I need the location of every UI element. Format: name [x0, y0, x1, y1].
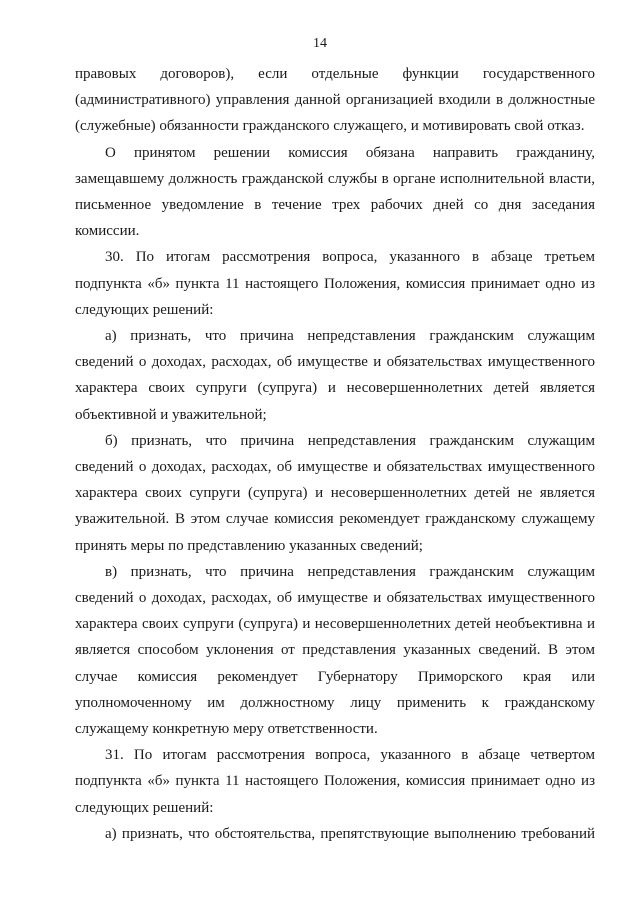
- paragraph-item-30-a: а) признать, что причина непредставления гражданским служащим сведений о доходах, расходах, об имуществе и обязательствах имущественного характера своих супруги (супруга) и несовершеннолетних детей является объективной и уважительной;: [75, 328, 595, 423]
- page-number: 14: [313, 36, 327, 51]
- paragraph-continuation: правовых договоров), если отдельные функции государственного (административного) управления данной организацией входили в должностные (служебные) обязанности гражданского служащего, и мотивировать свой отказ.: [75, 66, 595, 135]
- paragraph-item-31-a: а) признать, что обстоятельства, препятствующие выполнению требований: [105, 825, 595, 842]
- paragraph-item-31: 31. По итогам рассмотрения вопроса, указанного в абзаце четвертом подпункта «б» пункта 11 настоящего Положения, комиссия принимает одно из следующих решений:: [75, 747, 595, 816]
- paragraph-notification: О принятом решении комиссия обязана направить гражданину, замещавшему должность гражданской службы в органе исполнительной власти, письменное уведомление в течение трех рабочих дней со дня заседания комиссии.: [75, 144, 595, 240]
- document-body: [75, 61, 595, 847]
- paragraph-item-30: 30. По итогам рассмотрения вопроса, указанного в абзаце третьем подпункта «б» пункта 11 настоящего Положения, комиссия принимает одно из следующих решений:: [75, 249, 595, 318]
- paragraph-item-30-b: б) признать, что причина непредставления гражданским служащим сведений о доходах, расходах, об имуществе и обязательствах имущественного характера своих супруги (супруга) и несовершеннолетних детей не является уважительной. В этом случае комиссия рекомендует гражданскому служащему принять меры по представлению указанных сведений;: [75, 432, 595, 554]
- paragraph-item-30-v: в) признать, что причина непредставления гражданским служащим сведений о доходах, расходах, об имуществе и обязательствах имущественного характера своих супруги (супруга) и несовершеннолетних детей необъективна и является способом уклонения от представления указанных сведений. В этом случае комиссия рекомендует Губернатору Приморского края или уполномоченному им должностному лицу применить к гражданскому служащему конкретную меру ответственности.: [75, 563, 595, 738]
